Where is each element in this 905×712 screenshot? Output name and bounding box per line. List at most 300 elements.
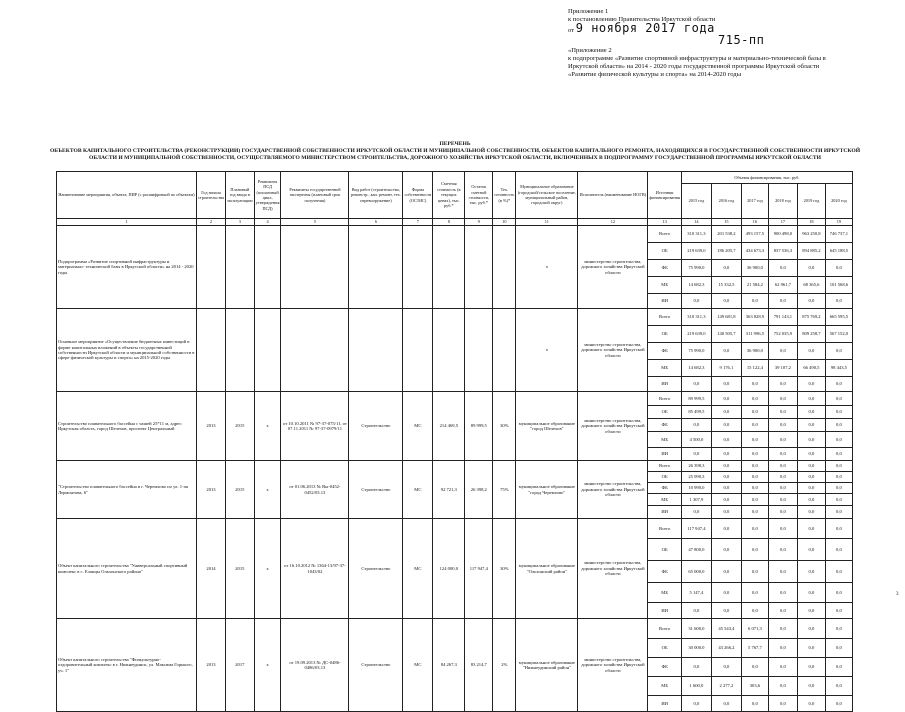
amount-cell: 0,0 — [797, 377, 825, 392]
amount-cell: 0,0 — [711, 448, 741, 461]
amount-cell: 0,0 — [825, 658, 852, 677]
column-number-cell: 19 — [825, 219, 852, 226]
object-c5-cell: от 19.09.2013 № ДС-0486-0486/03.13 — [281, 619, 349, 712]
title-heading: ПЕРЕЧЕНЬ — [439, 141, 471, 147]
object-c6-cell — [349, 226, 403, 309]
amount-cell: 15 122,4 — [741, 360, 768, 377]
amount-cell: 0,0 — [825, 406, 852, 419]
amount-cell: 645 188,5 — [825, 243, 852, 260]
amount-cell: 0,0 — [741, 432, 768, 448]
column-number-cell: 16 — [741, 219, 768, 226]
amount-cell: 0,0 — [768, 343, 797, 360]
amount-cell: 0,0 — [711, 406, 741, 419]
source-cell: ИИ — [648, 377, 682, 392]
amount-cell: 4 500,0 — [681, 432, 711, 448]
amount-cell: 493 157,5 — [741, 226, 768, 243]
column-number-cell: 6 — [349, 219, 403, 226]
amount-cell: 0,0 — [797, 472, 825, 483]
amount-cell: 1 307,9 — [681, 494, 711, 506]
appendix-number-handwritten: 715-пп — [718, 32, 765, 47]
table-row — [57, 619, 853, 639]
header-year-2019: 2019 год — [797, 184, 825, 219]
amount-cell: 0,0 — [711, 506, 741, 519]
object-c10-cell: 30% — [493, 519, 516, 619]
amount-cell: 0,0 — [681, 603, 711, 619]
object-c4-cell — [254, 309, 281, 392]
amount-cell: 45 543,4 — [711, 619, 741, 639]
amount-cell: 0,0 — [797, 677, 825, 696]
amount-cell: 0,0 — [741, 419, 768, 432]
amount-cell: 791 143,1 — [768, 309, 797, 326]
object-c11-cell: муниципальное образование "город Шелехов" — [516, 392, 578, 461]
header-remainder: Остаток сметной стоимости, тыс. руб.* — [465, 172, 493, 219]
object-c11-cell: х — [516, 309, 578, 392]
object-c4-cell: х — [254, 392, 281, 461]
appendix-line-5: Иркутской области» на 2014 - 2020 годы государственной программы Иркутской области — [568, 63, 820, 71]
object-c3-cell: 2015 — [225, 392, 254, 461]
source-cell: МБ — [648, 277, 682, 294]
amount-cell: 0,0 — [825, 603, 852, 619]
source-cell: ИИ — [648, 294, 682, 309]
object-c9-cell: 26 398,2 — [465, 461, 493, 519]
object-c2-cell: 2013 — [197, 392, 226, 461]
amount-cell: 0,0 — [711, 539, 741, 561]
source-cell: ОБ — [648, 639, 682, 658]
source-cell: МБ — [648, 432, 682, 448]
amount-cell: 0,0 — [741, 696, 768, 712]
amount-cell: 0,0 — [711, 472, 741, 483]
amount-cell: 310 311,3 — [681, 309, 711, 326]
amount-cell: 0,0 — [825, 539, 852, 561]
source-cell: ИИ — [648, 603, 682, 619]
amount-cell: 0,0 — [681, 294, 711, 309]
document-title — [40, 141, 870, 161]
source-cell: МБ — [648, 583, 682, 603]
amount-cell: 0,0 — [741, 483, 768, 494]
amount-cell: 894 885,2 — [797, 243, 825, 260]
table-row — [57, 519, 853, 539]
object-c10-cell — [493, 226, 516, 309]
object-c5-cell: от 01.06.2013 № Вы-0452-0452/03.13 — [281, 461, 349, 519]
amount-cell: 363 828,9 — [741, 309, 768, 326]
amount-cell: 0,0 — [797, 519, 825, 539]
object-name-cell: Подпрограмма «Развитие спортивной инфраструктуры и материально- технической базы в Иркутской области» на 2014 - 2020 годы — [57, 226, 197, 309]
object-c10-cell: 75% — [493, 461, 516, 519]
column-number-cell: 2 — [197, 219, 226, 226]
amount-cell: 746 737,1 — [825, 226, 852, 243]
amount-cell: 809 258,7 — [797, 326, 825, 343]
object-c9-cell — [465, 309, 493, 392]
column-number-cell: 15 — [711, 219, 741, 226]
amount-cell: 0,0 — [711, 377, 741, 392]
amount-cell: 66 490,5 — [797, 360, 825, 377]
source-cell: ФБ — [648, 343, 682, 360]
header-source: Источник финансирования — [648, 172, 682, 219]
amount-cell: 0,0 — [825, 472, 852, 483]
amount-cell: 0,0 — [741, 406, 768, 419]
amount-cell: 0,0 — [797, 619, 825, 639]
column-number-cell: 1 — [57, 219, 197, 226]
amount-cell: 140 505,7 — [711, 326, 741, 343]
amount-cell: 9 176,1 — [711, 360, 741, 377]
table-row — [57, 461, 853, 472]
object-c12-cell: министерство строительства, дорожного хозяйства Иркутской области — [578, 619, 648, 712]
source-cell: Всего — [648, 461, 682, 472]
object-c3-cell — [225, 309, 254, 392]
header-estimate: Сметная стоимость (в текущих ценах), тыс. руб.* — [433, 172, 465, 219]
amount-cell: 0,0 — [768, 561, 797, 583]
column-number-cell: 13 — [648, 219, 682, 226]
amount-cell: 0,0 — [797, 494, 825, 506]
amount-cell: 0,0 — [825, 619, 852, 639]
object-name-cell: Объект капитального строительства "Универсальный спортивный комплекс в с. Еланцы Ольхонского района" — [57, 519, 197, 619]
amount-cell: 0,0 — [797, 483, 825, 494]
object-c7-cell: МС — [403, 461, 433, 519]
amount-cell: 434 673,3 — [741, 243, 768, 260]
source-cell: ИИ — [648, 696, 682, 712]
amount-cell: 963 250,8 — [797, 226, 825, 243]
object-c12-cell: министерство строительства, дорожного хозяйства Иркутской области — [578, 461, 648, 519]
amount-cell: 1 600,0 — [681, 677, 711, 696]
amount-cell: 0,0 — [741, 506, 768, 519]
amount-cell: 0,0 — [825, 419, 852, 432]
column-number-cell: 18 — [797, 219, 825, 226]
object-c8-cell: 92 721,3 — [433, 461, 465, 519]
amount-cell: 65 000,0 — [681, 561, 711, 583]
header-readiness: Тех. готовность (в %)* — [493, 172, 516, 219]
header-name: Наименование мероприятия, объекта, ПИР (с расшифровкой по объектам) — [57, 172, 197, 219]
object-c3-cell: 2017 — [225, 619, 254, 712]
amount-cell: 0,0 — [741, 561, 768, 583]
object-c10-cell: 2% — [493, 619, 516, 712]
amount-cell: 149 681,8 — [711, 309, 741, 326]
amount-cell: 0,0 — [741, 603, 768, 619]
amount-cell: 31 600,0 — [681, 619, 711, 639]
amount-cell: 0,0 — [768, 483, 797, 494]
amount-cell: 0,0 — [797, 406, 825, 419]
amount-cell: 0,0 — [681, 448, 711, 461]
object-c12-cell: министерство строительства, дорожного хозяйства Иркутской области — [578, 519, 648, 619]
source-cell: ФБ — [648, 260, 682, 277]
amount-cell: 89 999,5 — [681, 392, 711, 406]
source-cell: ИИ — [648, 506, 682, 519]
amount-cell: 752 035,9 — [768, 326, 797, 343]
object-c7-cell: МС — [403, 619, 433, 712]
amount-cell: 0,0 — [797, 696, 825, 712]
object-c5-cell: от 10.10.2011 № 97-37-075/11, от 07.11.2011 № 97-37-0979/11 — [281, 392, 349, 461]
object-c2-cell: 2014 — [197, 519, 226, 619]
header-year-2017: 2017 год — [741, 184, 768, 219]
object-c5-cell: от 16.10.2012 № 1364-13/97-37-1043/02 — [281, 519, 349, 619]
object-c3-cell — [225, 226, 254, 309]
header-psd: Реквизиты ПСД (пошаговый цикл, утверждения ПСД) — [254, 172, 281, 219]
title-text: ОБЪЕКТОВ КАПИТАЛЬНОГО СТРОИТЕЛЬСТВА (РЕКОНСТРУКЦИИ) ГОСУДАРСТВЕННОЙ СОБСТВЕННОСТИ ИРКУТСКОЙ ОБЛАСТИ И МУНИЦИПАЛЬНОЙ СОБСТВЕННОСТИ, ОБЪЕКТОВ КАПИТАЛЬНОГО РЕМОНТА, НАХОДЯЩИХСЯ В ГОСУДАРСТВЕННОЙ СОБСТВЕННОСТИ ИРКУТСКОЙ ОБЛАСТИ И МУНИЦИПАЛЬНОЙ СОБСТВЕННОСТИ, ОСУЩЕСТВЛЯЕМОГО МИНИСТЕРСТВОМ СТРОИТЕЛЬСТВА, ДОРОЖНОГО ХОЗЯЙСТВА ИРКУТСКОЙ ОБЛАСТИ, ВКЛЮЧЕННЫХ В ПОДПРОГРАММУ ГОСУДАРСТВЕННОЙ ПРОГРАММЫ ИРКУТСКОЙ ОБЛАСТИ — [49, 147, 861, 161]
object-c9-cell — [465, 226, 493, 309]
amount-cell: 0,0 — [768, 461, 797, 472]
amount-cell: 0,0 — [768, 432, 797, 448]
header-financing: Объемы финансирования, тыс. руб. — [681, 172, 852, 184]
object-c11-cell: муниципальное образование "Нижнеудинский район" — [516, 619, 578, 712]
amount-cell: 0,0 — [711, 696, 741, 712]
amount-cell: 47 800,0 — [681, 539, 711, 561]
object-c2-cell — [197, 226, 226, 309]
amount-cell: 75 990,0 — [681, 343, 711, 360]
object-c3-cell: 2015 — [225, 461, 254, 519]
amount-cell: 0,0 — [797, 583, 825, 603]
object-c2-cell: 2013 — [197, 619, 226, 712]
object-c7-cell — [403, 226, 433, 309]
object-c6-cell: Строительство — [349, 619, 403, 712]
amount-cell: 310 311,3 — [681, 226, 711, 243]
amount-cell: 0,0 — [741, 472, 768, 483]
amount-cell: 0,0 — [797, 461, 825, 472]
amount-cell: 665 595,5 — [825, 309, 852, 326]
header-plan-year: Плановый год ввода в эксплуатацию — [225, 172, 254, 219]
amount-cell: 2 277,2 — [711, 677, 741, 696]
amount-cell: 0,0 — [825, 506, 852, 519]
object-c4-cell: х — [254, 619, 281, 712]
amount-cell: 0,0 — [797, 603, 825, 619]
amount-cell: 837 536,3 — [768, 243, 797, 260]
amount-cell: 0,0 — [681, 419, 711, 432]
object-c6-cell: Строительство — [349, 392, 403, 461]
amount-cell: 0,0 — [711, 519, 741, 539]
amount-cell: 0,0 — [825, 583, 852, 603]
amount-cell: 0,0 — [711, 343, 741, 360]
object-c3-cell: 2015 — [225, 519, 254, 619]
amount-cell: 0,0 — [741, 658, 768, 677]
header-year-2020: 2020 год — [825, 184, 852, 219]
source-cell: Всего — [648, 619, 682, 639]
amount-cell: 39 107,2 — [768, 360, 797, 377]
table-row — [57, 309, 853, 326]
amount-cell: 0,0 — [768, 658, 797, 677]
table-row — [57, 226, 853, 243]
amount-cell: 219 639,0 — [681, 243, 711, 260]
amount-cell: 5 147,4 — [681, 583, 711, 603]
amount-cell: 0,0 — [768, 406, 797, 419]
source-cell: Всего — [648, 519, 682, 539]
object-c8-cell: 124 000,0 — [433, 519, 465, 619]
objects-table — [56, 171, 853, 712]
source-cell: ОБ — [648, 472, 682, 483]
source-cell: МБ — [648, 494, 682, 506]
amount-cell: 0,0 — [797, 639, 825, 658]
amount-cell: 0,0 — [768, 539, 797, 561]
source-cell: ФБ — [648, 561, 682, 583]
amount-cell: 0,0 — [711, 419, 741, 432]
table-row — [57, 392, 853, 406]
amount-cell: 43 266,2 — [711, 639, 741, 658]
amount-cell: 0,0 — [768, 519, 797, 539]
object-c8-cell — [433, 226, 465, 309]
header-year-2018: 2018 год — [768, 184, 797, 219]
column-number-cell: 5 — [281, 219, 349, 226]
amount-cell: 5 767,7 — [741, 639, 768, 658]
amount-cell: 10 990,0 — [681, 483, 711, 494]
amount-cell: 0,0 — [825, 432, 852, 448]
amount-cell: 0,0 — [825, 519, 852, 539]
amount-cell: 0,0 — [768, 696, 797, 712]
amount-cell: 26 398,3 — [681, 461, 711, 472]
header-year-2016: 2016 год — [711, 184, 741, 219]
object-c11-cell: муниципальное образование "Ольхонский район" — [516, 519, 578, 619]
amount-cell: 14 682,3 — [681, 360, 711, 377]
amount-cell: 0,0 — [711, 561, 741, 583]
amount-cell: 219 639,0 — [681, 326, 711, 343]
object-c8-cell: 214 469,5 — [433, 392, 465, 461]
amount-cell: 900 498,0 — [768, 226, 797, 243]
amount-cell: 62 961,7 — [768, 277, 797, 294]
amount-cell: 15 332,5 — [711, 277, 741, 294]
column-number-cell: 17 — [768, 219, 797, 226]
amount-cell: 0,0 — [711, 294, 741, 309]
amount-cell: 875 769,2 — [797, 309, 825, 326]
object-c6-cell: Строительство — [349, 519, 403, 619]
source-cell: ИИ — [648, 448, 682, 461]
object-name-cell: "Строительство плавательного бассейна в г. Черемхово по ул. 1-ая Лермонтова, 6" — [57, 461, 197, 519]
header-executor: Исполнитель (наименование ИОГВ) — [578, 172, 648, 219]
amount-cell: 0,0 — [825, 696, 852, 712]
header-ownership: Форма собственности (ОС/МС) — [403, 172, 433, 219]
amount-cell: 0,0 — [797, 343, 825, 360]
amount-cell: 0,0 — [797, 506, 825, 519]
header-municipality: Муниципальное образование (городской/сельское поселение, муниципальный район, городской округ) — [516, 172, 578, 219]
header-expertise: Реквизиты государственной экспертизы (плановый срок получения) — [281, 172, 349, 219]
amount-cell: 0,0 — [768, 639, 797, 658]
amount-cell: 0,0 — [768, 583, 797, 603]
amount-cell: 0,0 — [825, 494, 852, 506]
amount-cell: 0,0 — [825, 343, 852, 360]
amount-cell: 0,0 — [741, 583, 768, 603]
amount-cell: 0,0 — [768, 419, 797, 432]
amount-cell: 0,0 — [741, 461, 768, 472]
object-c7-cell: МС — [403, 519, 433, 619]
amount-cell: 0,0 — [797, 294, 825, 309]
column-number-cell: 9 — [465, 219, 493, 226]
amount-cell: 0,0 — [681, 658, 711, 677]
object-c7-cell — [403, 309, 433, 392]
object-c8-cell — [433, 309, 465, 392]
amount-cell: 186 205,7 — [711, 243, 741, 260]
amount-cell: 0,0 — [741, 448, 768, 461]
amount-cell: 0,0 — [681, 696, 711, 712]
column-number-cell: 7 — [403, 219, 433, 226]
amount-cell: 0,0 — [741, 519, 768, 539]
appendix-line-3: «Приложение 2 — [568, 46, 612, 54]
column-number-cell: 3 — [225, 219, 254, 226]
source-cell: Всего — [648, 226, 682, 243]
amount-cell: 0,0 — [741, 392, 768, 406]
amount-cell: 0,0 — [825, 677, 852, 696]
amount-cell: 0,0 — [711, 392, 741, 406]
amount-cell: 0,0 — [681, 377, 711, 392]
object-c2-cell: 2013 — [197, 461, 226, 519]
source-cell: ОБ — [648, 326, 682, 343]
object-c9-cell: 83 214,7 — [465, 619, 493, 712]
object-c9-cell: 89 999,5 — [465, 392, 493, 461]
amount-cell: 0,0 — [825, 392, 852, 406]
amount-cell: 98 443,5 — [825, 360, 852, 377]
amount-cell: 0,0 — [741, 539, 768, 561]
amount-cell: 0,0 — [768, 392, 797, 406]
amount-cell: 0,0 — [741, 494, 768, 506]
column-number-cell: 8 — [433, 219, 465, 226]
amount-cell: 0,0 — [825, 639, 852, 658]
amount-cell: 0,0 — [825, 483, 852, 494]
source-cell: ФБ — [648, 419, 682, 432]
amount-cell: 117 947,4 — [681, 519, 711, 539]
object-c12-cell: министерство строительства, дорожного хозяйства Иркутской области — [578, 392, 648, 461]
amount-cell: 0,0 — [711, 603, 741, 619]
object-c10-cell: 30% — [493, 392, 516, 461]
source-cell: ФБ — [648, 658, 682, 677]
amount-cell: 0,0 — [768, 603, 797, 619]
amount-cell: 0,0 — [797, 392, 825, 406]
amount-cell: 0,0 — [825, 260, 852, 277]
source-cell: ОБ — [648, 243, 682, 260]
appendix-ot: от — [568, 27, 575, 35]
object-c9-cell: 117 947,4 — [465, 519, 493, 619]
object-c5-cell — [281, 309, 349, 392]
object-c4-cell: х — [254, 461, 281, 519]
appendix-line-1: Приложение 1 — [568, 8, 609, 15]
amount-cell: 0,0 — [681, 506, 711, 519]
column-numbers-row — [57, 219, 853, 226]
amount-cell: 0,0 — [711, 483, 741, 494]
amount-cell: 0,0 — [741, 294, 768, 309]
source-cell: МБ — [648, 360, 682, 377]
amount-cell: 311 996,5 — [741, 326, 768, 343]
object-c6-cell: Строительство — [349, 461, 403, 519]
object-name-cell: Основное мероприятие «Осуществление бюджетных инвестиций в форме капитальных вложений в объекты государственной собственности Иркутской области и муниципальной собственности в сфере физической культуры и спорта» на 2015-2020 годы — [57, 309, 197, 392]
amount-cell: 0,0 — [768, 619, 797, 639]
source-cell: ОБ — [648, 406, 682, 419]
amount-cell: 0,0 — [825, 461, 852, 472]
amount-cell: 0,0 — [711, 658, 741, 677]
amount-cell: 0,0 — [741, 377, 768, 392]
appendix-line-4: к подпрограмме «Развитие спортивной инфраструктуры и материально-технической базы в — [568, 55, 826, 63]
amount-cell: 0,0 — [768, 472, 797, 483]
amount-cell: 14 682,3 — [681, 277, 711, 294]
amount-cell: 201 538,2 — [711, 226, 741, 243]
column-number-cell: 4 — [254, 219, 281, 226]
object-c10-cell — [493, 309, 516, 392]
object-c5-cell — [281, 226, 349, 309]
amount-cell: 0,0 — [768, 494, 797, 506]
amount-cell: 0,0 — [711, 432, 741, 448]
amount-cell: 0,0 — [768, 506, 797, 519]
appendix-block — [568, 8, 888, 80]
object-c11-cell: х — [516, 226, 578, 309]
amount-cell: 101 568,6 — [825, 277, 852, 294]
object-c6-cell — [349, 309, 403, 392]
column-number-cell: 11 — [516, 219, 578, 226]
source-cell: Всего — [648, 309, 682, 326]
object-c11-cell: муниципальное образование "город Черемхово" — [516, 461, 578, 519]
object-name-cell: Объект капитального строительства "Физкультурно-оздоровительный комплекс в г. Нижнеудинск, ул. Максима Горького, уч. 1" — [57, 619, 197, 712]
header-year-2015: 2015 год — [681, 184, 711, 219]
amount-cell: 0,0 — [768, 377, 797, 392]
amount-cell: 30 000,0 — [681, 639, 711, 658]
object-c2-cell — [197, 309, 226, 392]
amount-cell: 0,0 — [825, 377, 852, 392]
appendix-line-6: «Развитие физической культуры и спорта» на 2014-2020 годы — [568, 71, 742, 79]
appendix-line-2: к постановлению Правительства Иркутской области — [568, 16, 716, 24]
amount-cell: 0,0 — [711, 260, 741, 277]
amount-cell: 0,0 — [768, 260, 797, 277]
column-number-cell: 12 — [578, 219, 648, 226]
